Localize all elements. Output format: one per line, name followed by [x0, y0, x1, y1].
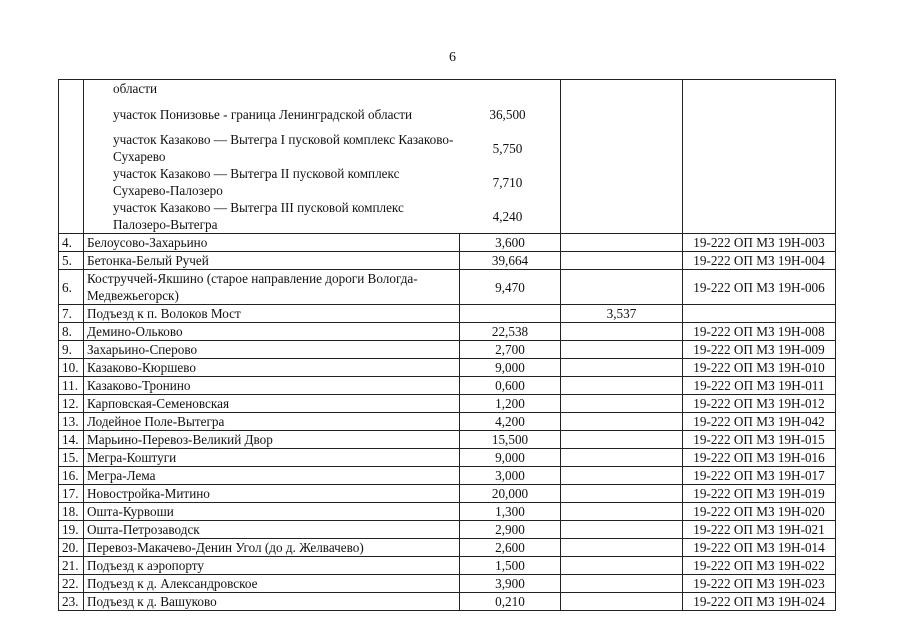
row-number: 18.	[59, 503, 84, 521]
road-code: 19-222 ОП МЗ 19Н-009	[683, 341, 836, 359]
road-code: 19-222 ОП МЗ 19Н-017	[683, 467, 836, 485]
road-length-secondary	[561, 377, 683, 395]
road-code: 19-222 ОП МЗ 19Н-011	[683, 377, 836, 395]
road-code	[683, 305, 836, 323]
table-row	[59, 377, 836, 395]
table-row	[59, 323, 836, 341]
road-name: Подъезд к аэропорту	[84, 557, 460, 575]
road-length: 1,300	[460, 503, 561, 521]
road-length: 0,210	[460, 593, 561, 611]
table-row	[59, 305, 836, 323]
road-name: Марьино-Перевоз-Великий Двор	[84, 431, 460, 449]
road-name: Казаково-Тронино	[84, 377, 460, 395]
road-length	[460, 305, 561, 323]
continued-segments	[87, 97, 557, 233]
road-name: Подъезд к д. Александровское	[84, 575, 460, 593]
road-length-secondary	[561, 521, 683, 539]
row-number: 9.	[59, 341, 84, 359]
row-number: 13.	[59, 413, 84, 431]
row-number: 10.	[59, 359, 84, 377]
continued-num-cell	[59, 80, 84, 234]
road-code: 19-222 ОП МЗ 19Н-020	[683, 503, 836, 521]
road-length-secondary	[561, 449, 683, 467]
road-name: Подъезд к д. Вашуково	[84, 593, 460, 611]
road-length-secondary	[561, 395, 683, 413]
road-code: 19-222 ОП МЗ 19Н-010	[683, 359, 836, 377]
roads-table-body	[59, 80, 836, 611]
road-name: Казаково-Кюршево	[84, 359, 460, 377]
row-number: 23.	[59, 593, 84, 611]
table-row	[59, 467, 836, 485]
road-code: 19-222 ОП МЗ 19Н-042	[683, 413, 836, 431]
continued-segment	[87, 97, 557, 131]
row-number: 16.	[59, 467, 84, 485]
row-number: 22.	[59, 575, 84, 593]
road-length-secondary	[561, 467, 683, 485]
table-row	[59, 359, 836, 377]
row-number: 11.	[59, 377, 84, 395]
table-row	[59, 413, 836, 431]
row-number: 20.	[59, 539, 84, 557]
road-length-secondary	[561, 503, 683, 521]
road-length-secondary	[561, 413, 683, 431]
road-length: 3,900	[460, 575, 561, 593]
segment-length: 7,710	[492, 174, 523, 190]
continued-segment	[87, 165, 557, 199]
road-length-secondary	[561, 323, 683, 341]
table-row	[59, 485, 836, 503]
table-row	[59, 449, 836, 467]
road-length-secondary	[561, 557, 683, 575]
roads-table	[58, 79, 836, 611]
row-number: 6.	[59, 270, 84, 305]
road-name: Перевоз-Макачево-Денин Угол (до д. Желвачево)	[84, 539, 460, 557]
road-code: 19-222 ОП МЗ 19Н-004	[683, 252, 836, 270]
row-number: 21.	[59, 557, 84, 575]
road-name: Демино-Ольково	[84, 323, 460, 341]
road-length: 3,000	[460, 467, 561, 485]
road-name: Захарьино-Сперово	[84, 341, 460, 359]
road-length: 2,900	[460, 521, 561, 539]
continued-code-cell	[683, 80, 836, 234]
road-code: 19-222 ОП МЗ 19Н-012	[683, 395, 836, 413]
road-length: 2,600	[460, 539, 561, 557]
road-length-secondary	[561, 431, 683, 449]
road-code: 19-222 ОП МЗ 19Н-003	[683, 234, 836, 252]
table-row	[59, 252, 836, 270]
table-row	[59, 539, 836, 557]
road-length-secondary	[561, 252, 683, 270]
segment-name: участок Казаково — Вытегра I пусковой комплекс Казаково-Сухарево	[113, 132, 454, 164]
road-code: 19-222 ОП МЗ 19Н-014	[683, 539, 836, 557]
road-name: Мегра-Лема	[84, 467, 460, 485]
table-row	[59, 575, 836, 593]
road-name: Коструччей-Якшино (старое направление дороги Вологда-Медвежьегорск)	[84, 270, 460, 305]
road-name: Белоусово-Захарьино	[84, 234, 460, 252]
table-row	[59, 270, 836, 305]
road-length: 9,470	[460, 270, 561, 305]
road-length: 0,600	[460, 377, 561, 395]
row-number: 19.	[59, 521, 84, 539]
road-code: 19-222 ОП МЗ 19Н-016	[683, 449, 836, 467]
segment-length: 36,500	[489, 106, 526, 122]
road-name: Подъезд к п. Волоков Мост	[84, 305, 460, 323]
segment-name: участок Казаково — Вытегра III пусковой комплекс Палозеро-Вытегра	[113, 200, 404, 232]
road-length: 20,000	[460, 485, 561, 503]
row-number: 4.	[59, 234, 84, 252]
road-length-secondary	[561, 593, 683, 611]
segment-length: 5,750	[492, 140, 523, 156]
table-row	[59, 503, 836, 521]
road-code: 19-222 ОП МЗ 19Н-023	[683, 575, 836, 593]
road-code: 19-222 ОП МЗ 19Н-008	[683, 323, 836, 341]
road-length: 2,700	[460, 341, 561, 359]
segment-name: участок Казаково — Вытегра II пусковой комплекс Сухарево-Палозеро	[113, 166, 400, 198]
table-row	[59, 593, 836, 611]
row-number: 8.	[59, 323, 84, 341]
road-length-secondary	[561, 234, 683, 252]
road-name: Бетонка-Белый Ручей	[84, 252, 460, 270]
road-code: 19-222 ОП МЗ 19Н-021	[683, 521, 836, 539]
road-length-secondary	[561, 539, 683, 557]
road-length: 39,664	[460, 252, 561, 270]
row-number: 14.	[59, 431, 84, 449]
segment-length: 4,240	[492, 208, 523, 224]
continued-segment	[87, 131, 557, 165]
segment-name: участок Понизовье - граница Ленинградской области	[113, 106, 413, 122]
row-number: 5.	[59, 252, 84, 270]
road-code: 19-222 ОП МЗ 19Н-006	[683, 270, 836, 305]
row-number: 7.	[59, 305, 84, 323]
road-length-secondary	[561, 575, 683, 593]
table-row	[59, 431, 836, 449]
road-length: 4,200	[460, 413, 561, 431]
road-name: Новостройка-Митино	[84, 485, 460, 503]
road-name: Ошта-Петрозаводск	[84, 521, 460, 539]
road-code: 19-222 ОП МЗ 19Н-019	[683, 485, 836, 503]
road-name: Карповская-Семеновская	[84, 395, 460, 413]
continued-name-cell	[84, 80, 561, 234]
road-length-secondary: 3,537	[561, 305, 683, 323]
continued-length2-cell	[561, 80, 683, 234]
continued-segment	[87, 199, 557, 233]
row-number: 17.	[59, 485, 84, 503]
road-length: 1,500	[460, 557, 561, 575]
road-code: 19-222 ОП МЗ 19Н-024	[683, 593, 836, 611]
road-length: 1,200	[460, 395, 561, 413]
road-code: 19-222 ОП МЗ 19Н-022	[683, 557, 836, 575]
row-number: 15.	[59, 449, 84, 467]
table-row	[59, 234, 836, 252]
table-row	[59, 395, 836, 413]
road-length: 15,500	[460, 431, 561, 449]
road-length: 9,000	[460, 449, 561, 467]
table-row	[59, 341, 836, 359]
road-length: 3,600	[460, 234, 561, 252]
row-number: 12.	[59, 395, 84, 413]
road-length: 22,538	[460, 323, 561, 341]
road-code: 19-222 ОП МЗ 19Н-015	[683, 431, 836, 449]
road-length-secondary	[561, 485, 683, 503]
road-name: Лодейное Поле-Вытегра	[84, 413, 460, 431]
road-length-secondary	[561, 341, 683, 359]
road-name: Ошта-Курвоши	[84, 503, 460, 521]
road-length-secondary	[561, 270, 683, 305]
continued-lead-text: области	[113, 81, 158, 96]
page-number: 6	[449, 50, 456, 65]
continued-row	[59, 80, 836, 234]
road-length: 9,000	[460, 359, 561, 377]
road-name: Мегра-Коштуги	[84, 449, 460, 467]
table-row	[59, 557, 836, 575]
table-row	[59, 521, 836, 539]
road-length-secondary	[561, 359, 683, 377]
